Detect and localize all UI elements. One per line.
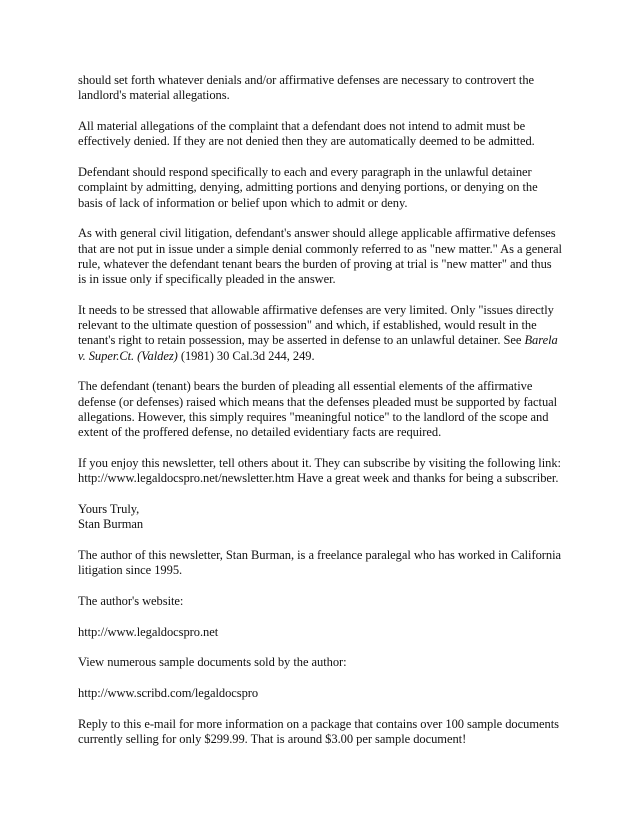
paragraph-text: Defendant should respond specifically to each and every paragraph in the unlawful detainer complaint by admitting, denying, admitting portions and denying portions, or denying on the basis of lack of information or belief upon which to admit or deny. [78, 164, 538, 210]
paragraph-text: (1981) 30 Cal.3d 244, 249. [177, 348, 315, 363]
body-paragraph [78, 226, 562, 287]
paragraph-text: As with general civil litigation, defendant's answer should allege applicable affirmative defenses that are not put in issue under a simple denial commonly referred to as "new matter." As a general rule, whatever the defendant tenant bears the burden of proving at trial is "new matter" and thus is in issue only if specifically pleaded in the answer. [78, 226, 562, 287]
body-paragraphs [78, 73, 562, 487]
document-page [78, 73, 562, 763]
body-paragraph [78, 165, 562, 211]
body-paragraph [78, 456, 562, 487]
paragraph-text: The defendant (tenant) bears the burden of pleading all essential elements of the affirmative defense (or defenses) raised which means that the defenses pleaded must be supported by factual allegations. However, this simply requires "meaningful notice" to the landlord of the scope and extent of the proffered defense, no detailed evidentiary facts are required. [78, 379, 558, 440]
website-url: http://www.legaldocspro.net [78, 624, 219, 639]
samples-url: http://www.scribd.com/legaldocspro [78, 686, 259, 700]
author-note: The author of this newsletter, Stan Burman, is a freelance paralegal who has worked in California litigation since 1995. [78, 547, 562, 578]
signoff-closing: Yours Truly, [78, 501, 140, 516]
paragraph-text: All material allegations of the complaint that a defendant does not intend to admit must be effectively denied. If they are not denied then they are automatically deemed to be admitted. [78, 118, 535, 149]
closing-offer: Reply to this e-mail for more information on a package that contains over 100 sample documents currently selling for only $299.99. That is around $3.00 per sample document! [78, 716, 559, 746]
paragraph-text: If you enjoy this newsletter, tell others about it. They can subscribe by visiting the following link: http://www.legaldocspro.net/newsletter.htm Have a great week and thanks for being a subscriber. [78, 455, 561, 486]
case-citation: Barela v. Super.Ct. (Valdez) [78, 333, 558, 363]
paragraph-text: should set forth whatever denials and/or affirmative defenses are necessary to controvert the landlord's material allegations. [78, 73, 535, 103]
body-paragraph [78, 379, 562, 440]
signoff [78, 502, 562, 533]
signoff-name: Stan Burman [78, 517, 144, 532]
body-paragraph [78, 119, 562, 150]
website-label: The author's website: [78, 593, 184, 608]
body-paragraph [78, 303, 562, 364]
paragraph-text: It needs to be stressed that allowable affirmative defenses are very limited. Only "issues directly relevant to the ultimate question of possession" and which, if established, would result in the tenant's right to retain possession, may be asserted in defense to an unlawful detainer. See [78, 302, 554, 348]
samples-label: View numerous sample documents sold by the author: [78, 655, 347, 670]
body-paragraph [78, 73, 562, 104]
